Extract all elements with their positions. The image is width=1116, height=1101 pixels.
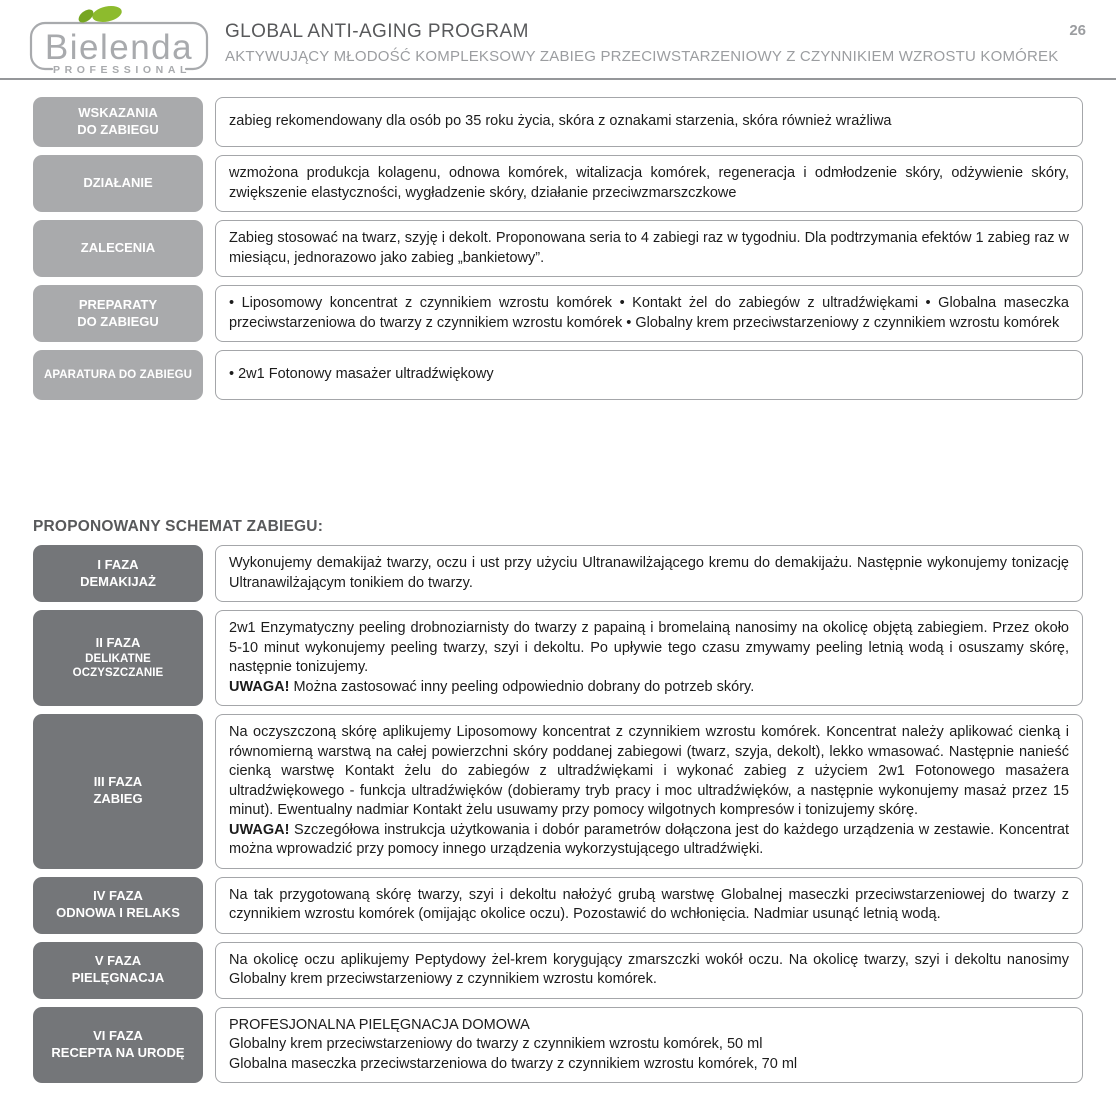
row-content <box>215 97 1083 147</box>
row-label-line: PIELĘGNACJA <box>71 970 165 985</box>
row-label <box>33 877 203 934</box>
row-label <box>33 545 203 602</box>
row-content <box>215 1007 1083 1084</box>
row-label-line: V FAZA <box>94 953 142 969</box>
bielenda-professional-logo <box>28 3 210 83</box>
row-label-line: II FAZA <box>95 634 141 650</box>
row-label <box>33 1007 203 1084</box>
page-header <box>0 0 1116 80</box>
treatment-schema-table <box>33 545 1083 1091</box>
row-label-line: DO ZABIEGU <box>77 313 159 329</box>
row-content <box>215 285 1083 342</box>
table-row <box>33 155 1083 212</box>
table-row <box>33 285 1083 342</box>
row-label <box>33 714 203 869</box>
row-label-line: III FAZA <box>93 774 143 790</box>
table-row <box>33 610 1083 706</box>
row-paragraph: PROFESJONALNA PIELĘGNACJA DOMOWA <box>229 1016 530 1033</box>
row-content <box>215 545 1083 602</box>
row-label-line: DELIKATNE OCZYSZCZANIE <box>72 652 164 680</box>
page-title: GLOBAL ANTI-AGING PROGRAM <box>225 21 529 42</box>
row-paragraph: Globalna maseczka przeciwstarzeniowa do twarzy z czynnikiem wzrostu komórek, 70 ml <box>229 1055 798 1072</box>
table-row <box>33 350 1083 400</box>
row-label-line: RECEPTA NA URODĘ <box>51 1044 185 1060</box>
row-label <box>33 285 203 342</box>
row-content <box>215 220 1083 277</box>
row-label <box>33 97 203 147</box>
row-paragraph: zabieg rekomendowany dla osób po 35 roku życia, skóra z oznakami starzenia, skóra również wrażliwa <box>229 113 892 130</box>
row-content <box>215 877 1083 934</box>
row-paragraph: Globalny krem przeciwstarzeniowy do twarzy z czynnikiem wzrostu komórek, 50 ml <box>229 1036 763 1052</box>
schema-heading: PROPONOWANY SCHEMAT ZABIEGU: <box>33 518 324 535</box>
row-content <box>215 942 1083 999</box>
row-label-line: ODNOWA I RELAKS <box>56 905 180 920</box>
table-row <box>33 220 1083 277</box>
row-content <box>215 350 1083 400</box>
row-label-line: DZIAŁANIE <box>83 175 153 191</box>
table-row <box>33 877 1083 934</box>
page-subtitle: AKTYWUJĄCY MŁODOŚĆ KOMPLEKSOWY ZABIEG PRZECIWSTARZENIOWY Z CZYNNIKIEM WZROSTU KOMÓREK <box>225 48 1059 65</box>
table-row <box>33 714 1083 869</box>
row-content <box>215 714 1083 869</box>
row-label-line: PREPARATY <box>78 296 158 312</box>
table-row <box>33 97 1083 147</box>
table-row <box>33 1007 1083 1084</box>
row-content <box>215 155 1083 212</box>
row-label-line: VI FAZA <box>93 1027 143 1043</box>
row-label-line: ZALECENIA <box>80 240 156 256</box>
treatment-info-table <box>33 97 1083 408</box>
row-paragraph: Zabieg stosować na twarz, szyję i dekolt. Proponowana seria to 4 zabiegi raz w tygodniu. Dla podtrzymania efektów 1 zabieg raz w miesiącu, jednorazowo jako zabieg „bankietowy”. <box>229 230 1069 266</box>
row-paragraph: UWAGA! Można zastosować inny peeling odpowiednio dobrany do potrzeb skóry. <box>229 678 755 695</box>
row-content <box>215 610 1083 706</box>
row-label-line: WSKAZANIA <box>78 105 158 121</box>
header-divider <box>0 78 1116 80</box>
row-label <box>33 610 203 706</box>
page-number: 26 <box>1069 22 1086 39</box>
row-paragraph: 2w1 Enzymatyczny peeling drobnoziarnisty do twarzy z papainą i bromelainą nanosimy na okolicę objętą zabiegiem. Przez około 5-10 minut wykonujemy peeling twarzy, szyi i dekoltu. Po upływie tego czasu zmywamy peeling letnią wodą i osuszamy skórę, następnie tonizujemy. <box>229 620 1069 675</box>
row-label <box>33 942 203 999</box>
row-paragraph: Na oczyszczoną skórę aplikujemy Liposomowy koncentrat z czynnikiem wzrostu komórek. Koncentrat należy aplikować cienką i równomierną warstwą na całej powierzchni skóry poddanej zabiegowi (twarz, szyja, dekolt), lekko wmasować. Następnie nanieść cienką warstwę Kontakt żelu do zabiegów z ultradźwiękami i wykonać zabieg z użyciem 2w1 Fotonowego masażera ultradźwiękowego - funkcja ultradźwięków (dobieramy tryb pracy i moc ultradźwięków, a następnie wykonujemy masaż przez 15 minut). Ewentualny nadmiar Kontakt żelu usuwamy przy pomocy wilgotnych kompresów i tonizujemy skórę. <box>229 724 1069 818</box>
row-label <box>33 350 203 400</box>
row-paragraph: wzmożona produkcja kolagenu, odnowa komórek, witalizacja komórek, regeneracja i odmłodzenie skóry, odżywienie skóry, zwiększenie elastyczności, wygładzenie skóry, działanie przeciwzmarszczkowe <box>229 165 1069 201</box>
table-row <box>33 942 1083 999</box>
row-paragraph: Wykonujemy demakijaż twarzy, oczu i ust przy użyciu Ultranawilżającego kremu do demakijażu. Następnie wykonujemy tonizację Ultranawilżającym tonikiem do twarzy. <box>229 555 1069 591</box>
row-label <box>33 220 203 277</box>
row-label-line: ZABIEG <box>93 791 143 807</box>
row-label <box>33 155 203 212</box>
row-paragraph: • Liposomowy koncentrat z czynnikiem wzrostu komórek • Kontakt żel do zabiegów z ultradźwiękami • Globalna maseczka przeciwstarzeniowa do twarzy z czynnikiem wzrostu komórek • Globalny krem przeciwstarzeniowy z czynnikiem wzrostu komórek <box>229 295 1069 331</box>
row-label-line: I FAZA <box>97 556 139 572</box>
row-paragraph: UWAGA! Szczegółowa instrukcja użytkowania i dobór parametrów dołączona jest do każdego urządzenia w zestawie. Koncentrat można wprowadzić przy pomocy innego urządzenia wykorzystującego ultradźwięki. <box>229 821 1069 857</box>
logo-sub-text: PROFESSIONAL <box>52 64 192 76</box>
row-paragraph: Na okolicę oczu aplikujemy Peptydowy żel-krem korygujący zmarszczki wokół oczu. Na okolicę twarzy, szyi i dekoltu nanosimy Globalny krem przeciwstarzeniowy z czynnikiem wzrostu komórek. <box>229 951 1069 987</box>
row-label-line: IV FAZA <box>93 888 143 904</box>
row-label-line: APARATURA DO ZABIEGU <box>43 368 193 381</box>
row-paragraph: • 2w1 Fotonowy masażer ultradźwiękowy <box>229 366 494 383</box>
table-row <box>33 545 1083 602</box>
row-paragraph: Na tak przygotowaną skórę twarzy, szyi i dekoltu nałożyć grubą warstwę Globalnej maseczki przeciwstarzeniowej do twarzy z czynnikiem wzrostu komórek (omijając okolice oczu). Pozostawić do wchłonięcia. Nadmiar usunąć letnią wodą. <box>229 886 1069 922</box>
row-label-line: DO ZABIEGU <box>77 122 159 137</box>
logo-brand-text: Bielenda <box>44 28 194 67</box>
row-label-line: DEMAKIJAŻ <box>80 573 156 589</box>
